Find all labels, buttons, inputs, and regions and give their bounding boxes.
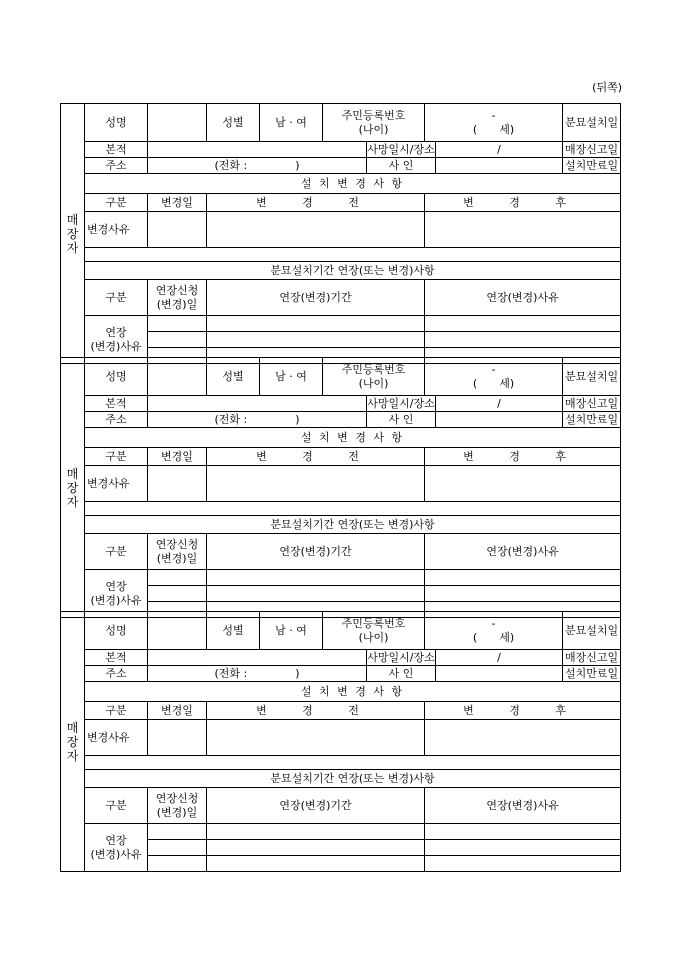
- before-change-field[interactable]: [207, 212, 425, 248]
- origin-label: 본적: [85, 142, 148, 158]
- signature-field[interactable]: [436, 158, 563, 174]
- address-field[interactable]: (전화 : ): [148, 666, 367, 682]
- ext-period-field[interactable]: [207, 332, 425, 348]
- origin-field[interactable]: [148, 142, 367, 158]
- death-label: 사망일시/장소: [367, 142, 435, 156]
- signature-label: 사 인: [367, 666, 436, 682]
- burial-person-block: [60, 357, 621, 618]
- change-date-field[interactable]: [148, 212, 207, 248]
- ext-apply-date-header: 연장신청 (변경)일: [148, 534, 207, 570]
- ext-reason-field[interactable]: [425, 332, 621, 348]
- ext-apply-date-header: 연장신청 (변경)일: [148, 788, 207, 824]
- gender-option[interactable]: 남 · 여: [260, 104, 323, 142]
- extension-section-title: 분묘설치기간 연장(또는 변경)사항: [85, 770, 621, 788]
- expiry-date-label: 설치만료일: [563, 158, 621, 174]
- ext-reason-field[interactable]: [425, 570, 621, 586]
- ext-reason-header: 연장(변경)사유: [425, 280, 621, 316]
- ext-row-label: 연장 (변경)사유: [85, 316, 148, 364]
- gender-label: 성별: [207, 358, 260, 396]
- death-label: 사망일시/장소: [367, 650, 435, 664]
- before-change-header: 변 경 전: [207, 702, 425, 720]
- change-category-header: 구분: [85, 702, 148, 720]
- change-category-header: 구분: [85, 194, 148, 212]
- name-label: 성명: [85, 358, 148, 396]
- origin-label: 본적: [85, 396, 148, 412]
- address-label: 주소: [85, 666, 148, 682]
- ext-apply-date-field[interactable]: [148, 586, 207, 602]
- change-spacer-row: [85, 502, 621, 516]
- before-change-field[interactable]: [207, 466, 425, 502]
- change-section-title: 설 치 변 경 사 항: [85, 174, 621, 194]
- after-change-header: 변 경 후: [425, 194, 621, 212]
- before-change-header: 변 경 전: [207, 448, 425, 466]
- signature-label: 사 인: [367, 158, 436, 174]
- ext-period-field[interactable]: [207, 840, 425, 856]
- change-date-field[interactable]: [148, 466, 207, 502]
- ext-apply-date-field[interactable]: [148, 840, 207, 856]
- change-category-header: 구분: [85, 448, 148, 466]
- change-spacer-row: [85, 248, 621, 262]
- ext-apply-date-field[interactable]: [148, 316, 207, 332]
- address-field[interactable]: (전화 : ): [148, 158, 367, 174]
- ext-apply-date-header: 연장신청 (변경)일: [148, 280, 207, 316]
- signature-field[interactable]: [436, 412, 563, 428]
- ext-apply-date-field[interactable]: [148, 824, 207, 840]
- ext-period-header: 연장(변경)기간: [207, 280, 425, 316]
- ext-reason-field[interactable]: [425, 824, 621, 840]
- rrn-label: 주민등록번호 (나이): [323, 104, 425, 142]
- burial-date-label: 분묘설치일: [563, 104, 621, 142]
- rrn-field[interactable]: - ( 세): [425, 104, 563, 142]
- gender-label: 성별: [207, 612, 260, 650]
- rrn-label: 주민등록번호 (나이): [323, 358, 425, 396]
- burial-person-side-label: 매 장 자: [61, 358, 85, 618]
- name-field[interactable]: [148, 104, 207, 142]
- address-field[interactable]: (전화 : ): [148, 412, 367, 428]
- burial-person-block: [60, 611, 621, 872]
- change-reason-label: 변경사유: [85, 212, 148, 248]
- change-reason-label: 변경사유: [85, 466, 148, 502]
- ext-reason-field[interactable]: [425, 586, 621, 602]
- ext-period-field[interactable]: [207, 856, 425, 872]
- ext-reason-field[interactable]: [425, 856, 621, 872]
- death-label: 사망일시/장소: [367, 396, 435, 410]
- ext-period-header: 연장(변경)기간: [207, 788, 425, 824]
- extension-section-title: 분묘설치기간 연장(또는 변경)사항: [85, 262, 621, 280]
- burial-date-label: 분묘설치일: [563, 612, 621, 650]
- gender-label: 성별: [207, 104, 260, 142]
- ext-period-header: 연장(변경)기간: [207, 534, 425, 570]
- change-date-header: 변경일: [148, 702, 207, 720]
- change-section-title: 설 치 변 경 사 항: [85, 428, 621, 448]
- name-field[interactable]: [148, 358, 207, 396]
- ext-reason-field[interactable]: [425, 316, 621, 332]
- rrn-field[interactable]: - ( 세): [425, 358, 563, 396]
- burial-person-block: [60, 103, 621, 364]
- ext-row-label: 연장 (변경)사유: [85, 824, 148, 872]
- death-field[interactable]: /: [436, 650, 563, 666]
- ext-period-field[interactable]: [207, 586, 425, 602]
- ext-apply-date-field[interactable]: [148, 856, 207, 872]
- report-date-label: 매장신고일: [563, 142, 621, 158]
- report-date-label: 매장신고일: [563, 650, 621, 666]
- address-label: 주소: [85, 412, 148, 428]
- address-label: 주소: [85, 158, 148, 174]
- gender-option[interactable]: 남 · 여: [260, 358, 323, 396]
- change-section-title: 설 치 변 경 사 항: [85, 682, 621, 702]
- burial-date-label: 분묘설치일: [563, 358, 621, 396]
- back-page-label: (뒤쪽): [592, 81, 622, 94]
- ext-period-field[interactable]: [207, 570, 425, 586]
- gender-option[interactable]: 남 · 여: [260, 612, 323, 650]
- extension-section-title: 분묘설치기간 연장(또는 변경)사항: [85, 516, 621, 534]
- expiry-date-label: 설치만료일: [563, 666, 621, 682]
- origin-field[interactable]: [148, 650, 367, 666]
- rrn-label: 주민등록번호 (나이): [323, 612, 425, 650]
- signature-label: 사 인: [367, 412, 436, 428]
- burial-person-side-label: 매 장 자: [61, 612, 85, 872]
- change-reason-label: 변경사유: [85, 720, 148, 756]
- after-change-field[interactable]: [425, 212, 621, 248]
- ext-category-header: 구분: [85, 534, 148, 570]
- before-change-field[interactable]: [207, 720, 425, 756]
- after-change-field[interactable]: [425, 466, 621, 502]
- signature-field[interactable]: [436, 666, 563, 682]
- name-label: 성명: [85, 612, 148, 650]
- rrn-field[interactable]: - ( 세): [425, 612, 563, 650]
- change-date-field[interactable]: [148, 720, 207, 756]
- change-date-header: 변경일: [148, 194, 207, 212]
- ext-period-field[interactable]: [207, 316, 425, 332]
- after-change-field[interactable]: [425, 720, 621, 756]
- death-field[interactable]: /: [436, 396, 563, 412]
- change-spacer-row: [85, 756, 621, 770]
- ext-reason-header: 연장(변경)사유: [425, 534, 621, 570]
- change-date-header: 변경일: [148, 448, 207, 466]
- ext-category-header: 구분: [85, 280, 148, 316]
- ext-category-header: 구분: [85, 788, 148, 824]
- ext-row-label: 연장 (변경)사유: [85, 570, 148, 618]
- name-label: 성명: [85, 104, 148, 142]
- origin-field[interactable]: [148, 396, 367, 412]
- ext-apply-date-field[interactable]: [148, 570, 207, 586]
- ext-reason-header: 연장(변경)사유: [425, 788, 621, 824]
- before-change-header: 변 경 전: [207, 194, 425, 212]
- after-change-header: 변 경 후: [425, 448, 621, 466]
- after-change-header: 변 경 후: [425, 702, 621, 720]
- ext-apply-date-field[interactable]: [148, 332, 207, 348]
- ext-period-field[interactable]: [207, 824, 425, 840]
- death-field[interactable]: /: [436, 142, 563, 158]
- burial-person-side-label: 매 장 자: [61, 104, 85, 364]
- name-field[interactable]: [148, 612, 207, 650]
- origin-label: 본적: [85, 650, 148, 666]
- ext-reason-field[interactable]: [425, 840, 621, 856]
- expiry-date-label: 설치만료일: [563, 412, 621, 428]
- report-date-label: 매장신고일: [563, 396, 621, 412]
